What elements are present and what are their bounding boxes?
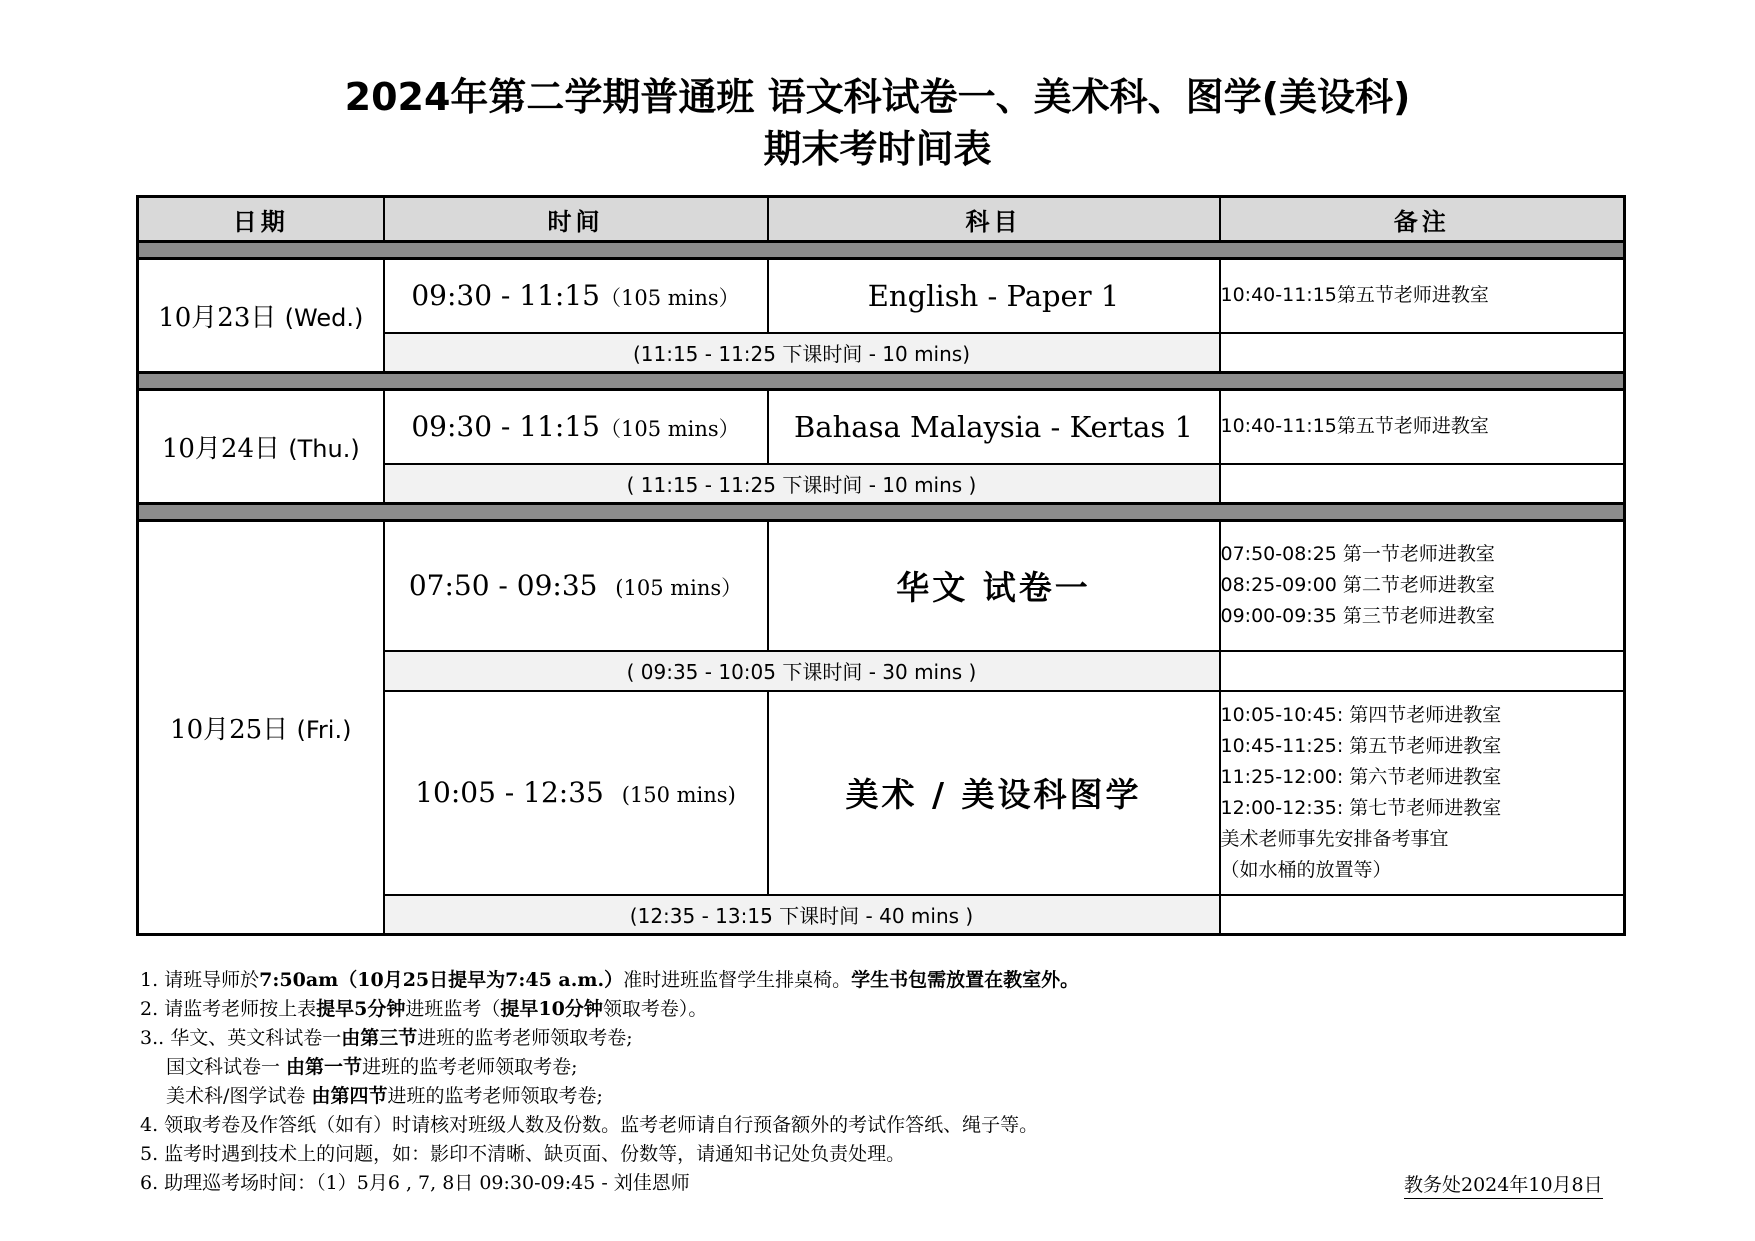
separator-row [138, 504, 1625, 521]
notes-cell: 10:40-11:15第五节老师进教室 [1220, 259, 1625, 333]
footnote-text: 准时进班监督学生排桌椅。 [623, 969, 852, 991]
footnote-bold: 由第四节 [311, 1085, 388, 1107]
note-line: （如水桶的放置等） [1220, 858, 1392, 881]
footnote-bold: 提早5分钟 [316, 998, 406, 1020]
date-text: 10月23日 [158, 303, 277, 333]
break-cell: ( 09:35 - 10:05 下课时间 - 30 mins ) [384, 651, 1220, 691]
footnote-text: 国文科试卷一 [166, 1056, 287, 1078]
footnote-text: 领取考卷）。 [602, 998, 708, 1020]
empty-notes-cell [1220, 651, 1625, 691]
footnote-text: 进班的监考老师领取考卷; [387, 1085, 603, 1107]
footnote-text: 进班的监考老师领取考卷; [417, 1027, 633, 1049]
duration-text: (150 mins) [621, 783, 736, 807]
exam-schedule-table [136, 195, 1626, 936]
time-cell [384, 390, 768, 464]
break-cell: ( 11:15 - 11:25 下课时间 - 10 mins ) [384, 464, 1220, 504]
separator-row [138, 373, 1625, 390]
footnote-bold: 由第一节 [286, 1056, 363, 1078]
break-cell: (12:35 - 13:15 下课时间 - 40 mins ) [384, 895, 1220, 935]
date-text: 10月25日 [170, 715, 289, 745]
empty-notes-cell [1220, 895, 1625, 935]
footnote-text: 进班的监考老师领取考卷; [362, 1056, 578, 1078]
time-cell [384, 521, 768, 651]
page-subtitle: 期末考时间表 [763, 127, 992, 171]
subject-cell: English - Paper 1 [768, 259, 1220, 333]
footnote-bold: 7:50am（10月25日提早为7:45 a.m.） [259, 969, 624, 991]
empty-notes-cell [1220, 333, 1625, 373]
date-cell [138, 390, 384, 504]
note-line: 美术老师事先安排备考事宜 [1220, 827, 1449, 850]
notes-cell [1220, 691, 1625, 895]
footnote-text: 2. 请监考老师按上表 [140, 998, 317, 1020]
duration-text: （105 mins） [599, 417, 740, 442]
footnote-5: 5. 监考时遇到技术上的问题，如：影印不清晰、缺页面、份数等，请通知书记处负责处理。 [140, 1143, 906, 1165]
footnote-text: 1. 请班导师於 [140, 969, 260, 991]
header-subject: 科目 [768, 197, 1220, 242]
note-line: 10:05-10:45: 第四节老师进教室 [1220, 703, 1502, 726]
empty-notes-cell [1220, 464, 1625, 504]
time-text: 07:50 - 09:35 [408, 569, 598, 603]
weekday-text: (Fri.) [296, 716, 352, 744]
header-time: 时间 [384, 197, 768, 242]
subject-cell: 美术 / 美设科图学 [768, 691, 1220, 895]
footnote-bold: 提早10分钟 [500, 998, 603, 1020]
date-cell [138, 259, 384, 373]
separator-row [138, 242, 1625, 259]
note-line: 10:45-11:25: 第五节老师进教室 [1220, 734, 1502, 757]
footnote-2 [140, 995, 707, 1024]
table-row [138, 259, 1625, 333]
note-line: 08:25-09:00 第二节老师进教室 [1220, 574, 1495, 597]
table-row [138, 521, 1625, 651]
date-cell [138, 521, 384, 935]
table-row [138, 390, 1625, 464]
page-title: 2024年第二学期普通班 语文科试卷一、美术科、图学(美设科) [344, 75, 1411, 119]
header-date: 日期 [138, 197, 384, 242]
note-line: 09:00-09:35 第三节老师进教室 [1220, 605, 1495, 628]
footnote-text: 3.. 华文、英文科试卷一 [140, 1027, 342, 1049]
footnote-4: 4. 领取考卷及作答纸（如有）时请核对班级人数及份数。监考老师请自行预备额外的考试作答纸、绳子等。 [140, 1114, 1039, 1136]
notes-cell: 10:40-11:15第五节老师进教室 [1220, 390, 1625, 464]
footnote-3 [140, 1024, 633, 1053]
time-text: 09:30 - 11:15 [411, 279, 600, 313]
time-text: 10:05 - 12:35 [415, 776, 604, 809]
duration-text: （105 mins） [599, 286, 740, 311]
note-line: 11:25-12:00: 第六节老师进教室 [1220, 765, 1502, 788]
issuer-signature: 教务处2024年10月8日 [1404, 1172, 1603, 1199]
footnote-text: 美术科/图学试卷 [166, 1085, 312, 1107]
weekday-text: (Wed.) [284, 304, 364, 332]
header-notes: 备注 [1220, 197, 1625, 242]
note-line: 07:50-08:25 第一节老师进教室 [1220, 543, 1495, 566]
notes-cell [1220, 521, 1625, 651]
note-line: 12:00-12:35: 第七节老师进教室 [1220, 796, 1502, 819]
footnote-3-line3 [166, 1082, 603, 1111]
duration-text: (105 mins） [615, 576, 743, 601]
break-cell: (11:15 - 11:25 下课时间 - 10 mins) [384, 333, 1220, 373]
weekday-text: (Thu.) [288, 435, 360, 463]
time-cell [384, 259, 768, 333]
header-row [138, 197, 1625, 242]
footnote-1 [140, 966, 1079, 995]
footnote-3-line2 [166, 1053, 577, 1082]
subject-cell: Bahasa Malaysia - Kertas 1 [768, 390, 1220, 464]
footnote-6: 6. 助理巡考场时间：（1）5月6 , 7, 8日 09:30-09:45 - 刘佳恩师 [140, 1172, 690, 1194]
time-text: 09:30 - 11:15 [411, 410, 600, 444]
time-cell [384, 691, 768, 895]
subject-cell: 华文 试卷一 [768, 521, 1220, 651]
footnote-bold: 学生书包需放置在教室外。 [851, 969, 1080, 991]
footnote-text: 进班监考（ [405, 998, 501, 1020]
footnote-bold: 由第三节 [341, 1027, 418, 1049]
date-text: 10月24日 [161, 434, 280, 464]
